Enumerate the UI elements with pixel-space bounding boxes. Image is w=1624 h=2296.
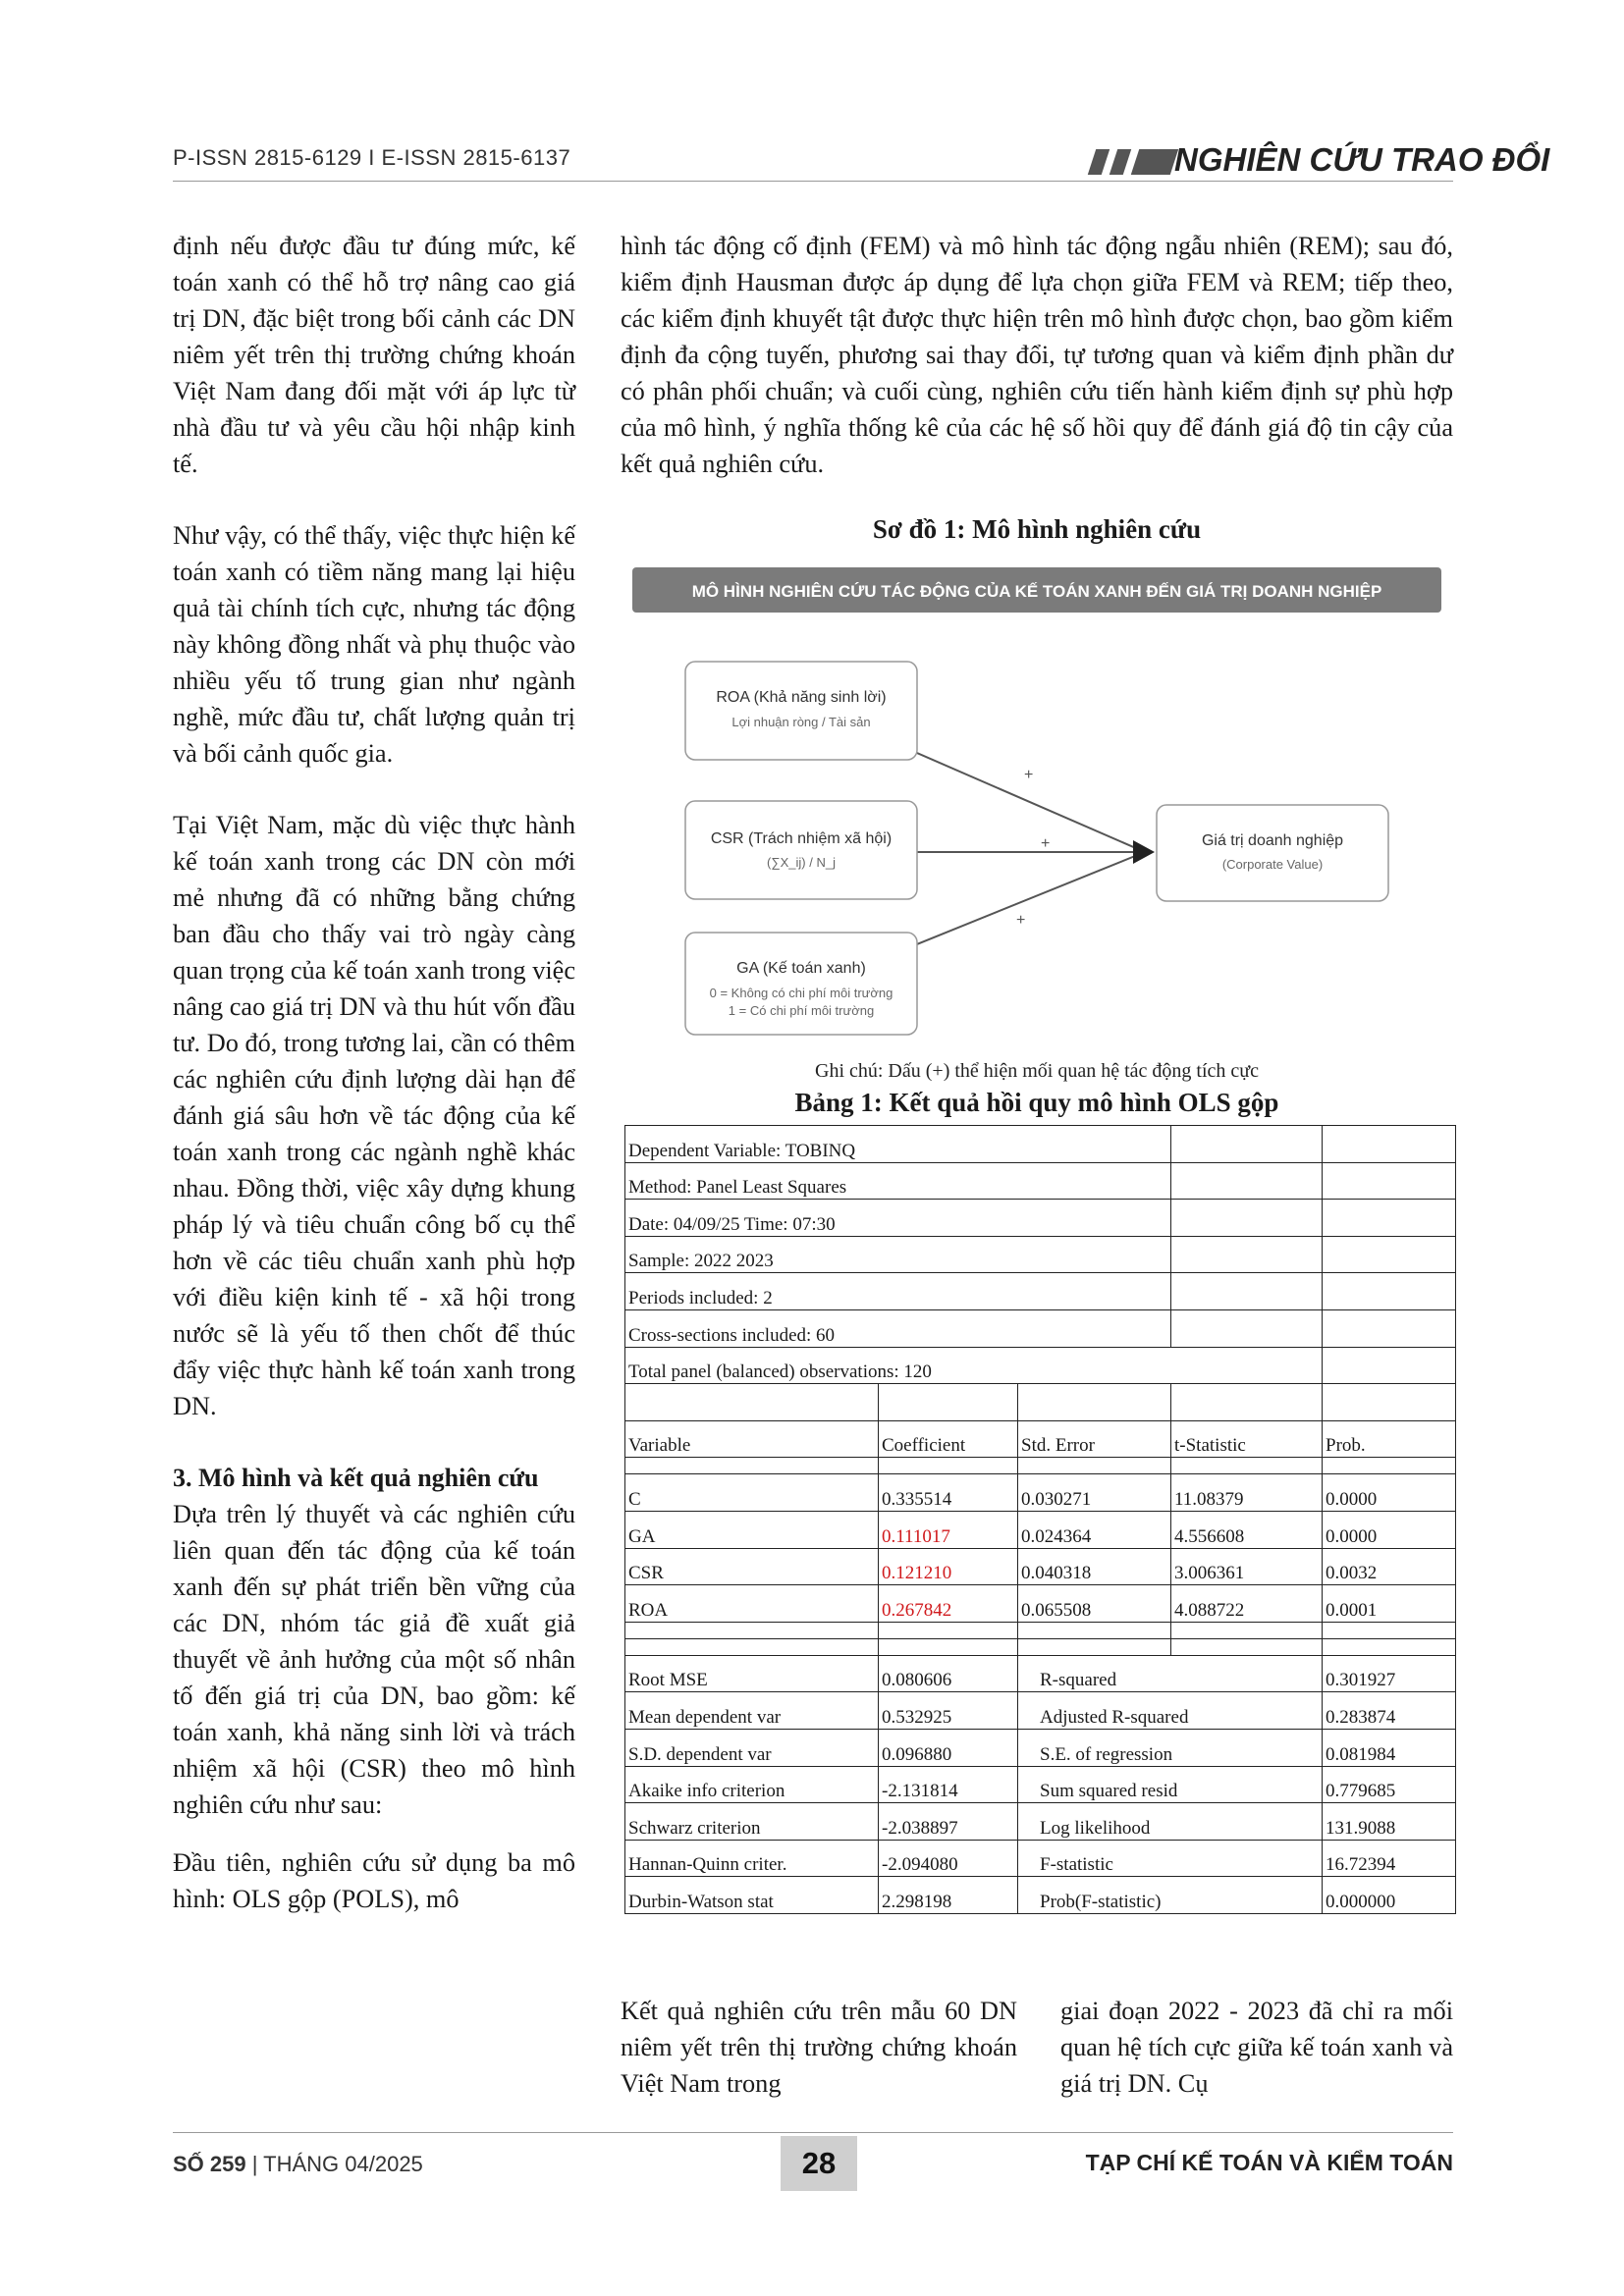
cell: 0.065508 [1018, 1585, 1171, 1623]
header-variable: Variable [625, 1420, 879, 1458]
cell: 0.000000 [1323, 1877, 1456, 1914]
meta-cell: Method: Panel Least Squares [625, 1162, 1171, 1200]
cell: -2.131814 [879, 1766, 1018, 1803]
node-csr-sub: (∑X_ij) / N_j [767, 855, 836, 870]
cell: Schwarz criterion [625, 1803, 879, 1841]
figure-note: Ghi chú: Dấu (+) thể hiện mối quan hệ tác động tích cực [815, 1060, 1259, 1082]
cell: Log likelihood [1018, 1803, 1323, 1841]
node-csr [685, 801, 917, 899]
cell: 4.556608 [1171, 1511, 1323, 1548]
header-t-statistic: t-Statistic [1171, 1420, 1323, 1458]
table-header-row [625, 1420, 1456, 1458]
cell: ROA [625, 1585, 879, 1623]
table-row [625, 1474, 1456, 1512]
meta-cell: Periods included: 2 [625, 1273, 1171, 1310]
cell: 2.298198 [879, 1877, 1018, 1914]
cell: Root MSE [625, 1655, 879, 1692]
header-std-error: Std. Error [1018, 1420, 1171, 1458]
cell: 0.0000 [1323, 1474, 1456, 1512]
cell: 0.081984 [1323, 1729, 1456, 1766]
node-target-title: Giá trị doanh nghiệp [1201, 832, 1344, 849]
cell: 0.0000 [1323, 1511, 1456, 1548]
cell: 0.024364 [1018, 1511, 1171, 1548]
cell: -2.094080 [879, 1840, 1018, 1877]
cell: 16.72394 [1323, 1840, 1456, 1877]
footer-journal-title: TẠP CHÍ KẾ TOÁN VÀ KIỂM TOÁN [1085, 2150, 1453, 2175]
header-section-title: NGHIÊN CỨU TRAO ĐỔI [1174, 141, 1550, 178]
table-row [625, 1309, 1456, 1347]
table-row [625, 1347, 1456, 1384]
node-ga-title: GA (Kế toán xanh) [736, 960, 866, 977]
figure-title: Sơ đồ 1: Mô hình nghiên cứu [872, 514, 1202, 544]
table-row [625, 1273, 1456, 1310]
table-row [625, 1622, 1456, 1638]
page-number: 28 [781, 2136, 857, 2191]
cell: S.D. dependent var [625, 1729, 879, 1766]
table-row [625, 1729, 1456, 1766]
right-intro-paragraph: hình tác động cố định (FEM) và mô hình tác động ngẫu nhiên (REM); sau đó, kiểm định Hausman được áp dụng để lựa chọn giữa FEM và REM; tiếp theo, các kiểm định khuyết tật được thực hiện trên mô hình được chọn, bao gồm kiểm định đa cộng tuyến, phương sai thay đổi, tự tương quan và kiểm định phần dư có phân phối chuẩn; và cuối cùng, nghiên cứu tiến hành kiểm định sự phù hợp của mô hình, ý nghĩa thống kê của các hệ số hồi quy để đánh giá độ tin cậy của kết quả nghiên cứu. [621, 232, 1453, 478]
research-model-diagram [628, 563, 1445, 1044]
node-ga-sub: 0 = Không có chi phí môi trường [709, 986, 893, 1000]
bottom-right-paragraph: giai đoạn 2022 - 2023 đã chỉ ra mối quan hệ tích cực giữa kế toán xanh và giá trị DN. Cụ [1060, 1997, 1453, 2098]
edge-label-roa: + [1024, 767, 1034, 783]
header-decoration-bars [1092, 149, 1182, 175]
table-row [625, 1840, 1456, 1877]
cell: 131.9088 [1323, 1803, 1456, 1841]
section-heading: 3. Mô hình và kết quả nghiên cứu [173, 1464, 539, 1492]
cell: 0.0032 [1323, 1548, 1456, 1585]
cell: GA [625, 1511, 879, 1548]
cell: Durbin-Watson stat [625, 1877, 879, 1914]
meta-cell: Cross-sections included: 60 [625, 1309, 1171, 1347]
cell: 0.779685 [1323, 1766, 1456, 1803]
table-row [625, 1200, 1456, 1237]
cell: Akaike info criterion [625, 1766, 879, 1803]
node-csr-title: CSR (Trách nhiệm xã hội) [710, 830, 893, 847]
cell: 0.040318 [1018, 1548, 1171, 1585]
bottom-left-paragraph: Kết quả nghiên cứu trên mẫu 60 DN niêm yết trên thị trường chứng khoán Việt Nam trong [621, 1997, 1017, 2098]
cell: Adjusted R-squared [1018, 1692, 1323, 1730]
table-row [625, 1511, 1456, 1548]
node-ga [685, 933, 917, 1035]
header-issn: P-ISSN 2815-6129 I E-ISSN 2815-6137 [173, 145, 571, 170]
cell: Sum squared resid [1018, 1766, 1323, 1803]
left-paragraph-5: Đầu tiên, nghiên cứu sử dụng ba mô hình: OLS gộp (POLS), mô [173, 1848, 575, 1913]
cell: 0.283874 [1323, 1692, 1456, 1730]
node-ga-sub2: 1 = Có chi phí môi trường [728, 1003, 875, 1018]
cell: CSR [625, 1548, 879, 1585]
header-coefficient: Coefficient [879, 1420, 1018, 1458]
table-row [625, 1384, 1456, 1421]
table-title: Bảng 1: Kết quả hồi quy mô hình OLS gộp [794, 1088, 1279, 1117]
cell: Mean dependent var [625, 1692, 879, 1730]
left-paragraph-4: Dựa trên lý thuyết và các nghiên cứu liên quan đến tác động của kế toán xanh đến sự phát triển bền vững của các DN, nhóm tác giả đề xuất giả thuyết về ảnh hưởng của một số nhân tố đến giá trị của DN, bao gồm: kế toán xanh, khả năng sinh lời và trách nhiệm xã hội (CSR) theo mô hình nghiên cứu như sau: [173, 1500, 575, 1819]
table-row [625, 1655, 1456, 1692]
cell: Hannan-Quinn criter. [625, 1840, 879, 1877]
diagram-banner-text: MÔ HÌNH NGHIÊN CỨU TÁC ĐỘNG CỦA KẾ TOÁN XANH ĐẾN GIÁ TRỊ DOANH NGHIỆP [691, 582, 1382, 601]
left-paragraph-3: Tại Việt Nam, mặc dù việc thực hành kế toán xanh trong các DN còn mới mẻ nhưng đã có những bằng chứng ban đầu cho thấy vai trò ngày càng quan trọng của kế toán xanh trong việc nâng cao giá trị DN và thu hút vốn đầu tư. Do đó, trong tương lai, cần có thêm các nghiên cứu định lượng dài hạn để đánh giá sâu hơn về tác động của kế toán xanh trong các ngành nghề khác nhau. Đồng thời, việc xây dựng khung pháp lý và tiêu chuẩn công bố cụ thể hơn về các tiêu chuẩn xanh phù hợp với điều kiện kinh tế - xã hội trong nước sẽ là yếu tố then chốt để thúc đẩy việc thực hành kế toán xanh trong DN. [173, 811, 575, 1420]
node-target [1157, 805, 1388, 901]
table-row [625, 1458, 1456, 1474]
cell: 0.096880 [879, 1729, 1018, 1766]
table-row [625, 1548, 1456, 1585]
meta-cell: Total panel (balanced) observations: 120 [625, 1347, 1323, 1384]
node-roa-title: ROA (Khả năng sinh lời) [716, 689, 887, 706]
footer-issue [173, 2152, 423, 2177]
cell-highlight: 0.111017 [879, 1511, 1018, 1548]
meta-cell: Date: 04/09/25 Time: 07:30 [625, 1200, 1171, 1237]
table-row [625, 1877, 1456, 1914]
node-target-sub: (Corporate Value) [1221, 857, 1324, 872]
table-row [625, 1162, 1456, 1200]
table-row [625, 1766, 1456, 1803]
cell: 0.080606 [879, 1655, 1018, 1692]
cell: 3.006361 [1171, 1548, 1323, 1585]
left-column [173, 228, 575, 1952]
table-row [625, 1126, 1456, 1163]
cell: F-statistic [1018, 1840, 1323, 1877]
node-roa-sub: Lợi nhuận ròng / Tài sản [731, 715, 871, 729]
cell: Prob(F-statistic) [1018, 1877, 1323, 1914]
header-divider [173, 181, 1453, 182]
node-roa [685, 662, 917, 760]
left-paragraph-1: định nếu được đầu tư đúng mức, kế toán xanh có thể hỗ trợ nâng cao giá trị DN, đặc biệt trong bối cảnh các DN niêm yết trên thị trường chứng khoán Việt Nam đang đối mặt với áp lực từ nhà đầu tư và yêu cầu hội nhập kinh tế. [173, 232, 575, 478]
cell-highlight: 0.121210 [879, 1548, 1018, 1585]
edge-label-csr: + [1041, 835, 1051, 852]
cell: C [625, 1474, 879, 1512]
table-row [625, 1585, 1456, 1623]
table-row [625, 1803, 1456, 1841]
footer-divider [173, 2132, 1453, 2133]
cell: -2.038897 [879, 1803, 1018, 1841]
cell: 0.030271 [1018, 1474, 1171, 1512]
cell: R-squared [1018, 1655, 1323, 1692]
table-row [625, 1692, 1456, 1730]
cell: 0.0001 [1323, 1585, 1456, 1623]
cell-highlight: 0.267842 [879, 1585, 1018, 1623]
regression-table [624, 1125, 1456, 1914]
footer-issue-month: | THÁNG 04/2025 [245, 2152, 423, 2176]
cell: S.E. of regression [1018, 1729, 1323, 1766]
left-paragraph-2: Như vậy, có thể thấy, việc thực hiện kế toán xanh có tiềm năng mang lại hiệu quả tài chính tích cực, nhưng tác động này không đồng nhất và phụ thuộc vào nhiều yếu tố trung gian như ngành nghề, mức đầu tư, chất lượng quản trị và bối cảnh quốc gia. [173, 521, 575, 768]
meta-cell: Dependent Variable: TOBINQ [625, 1126, 1171, 1163]
cell: 0.335514 [879, 1474, 1018, 1512]
edge-label-ga: + [1016, 912, 1026, 929]
header-prob: Prob. [1323, 1420, 1456, 1458]
cell: 0.301927 [1323, 1655, 1456, 1692]
cell: 4.088722 [1171, 1585, 1323, 1623]
footer-issue-number: SỐ 259 [173, 2152, 246, 2176]
meta-cell: Sample: 2022 2023 [625, 1236, 1171, 1273]
table-row [625, 1638, 1456, 1655]
table-row [625, 1236, 1456, 1273]
cell: 0.532925 [879, 1692, 1018, 1730]
cell: 11.08379 [1171, 1474, 1323, 1512]
